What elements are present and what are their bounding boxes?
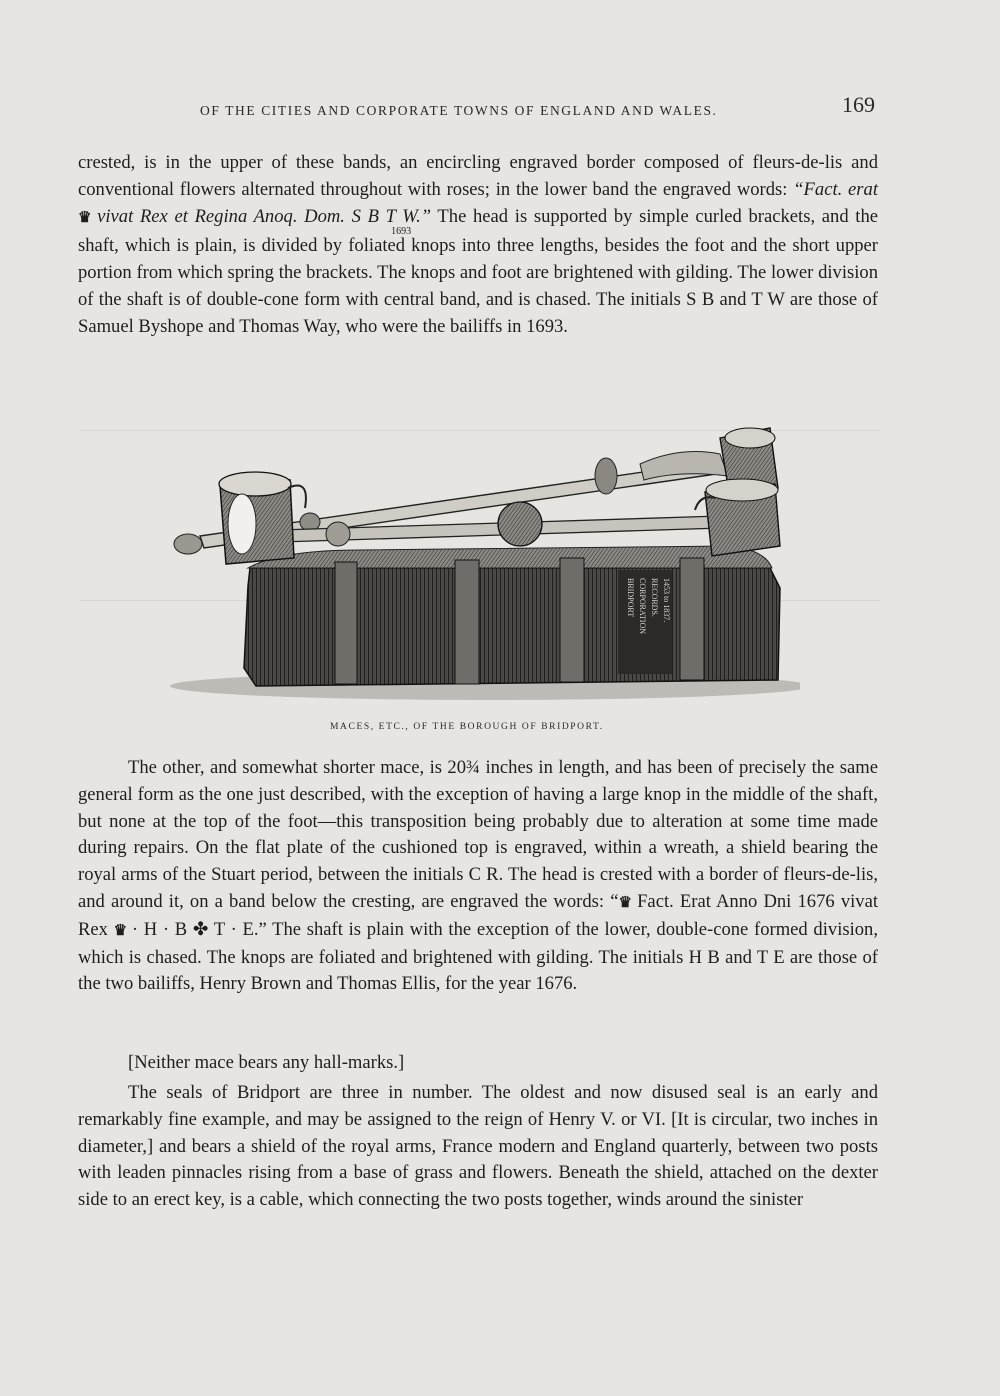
seals-text: The seals of Bridport are three in number. The oldest and now disused seal is an early and remarkably fine example, and may be assigned to the reign of Henry V. or VI. [It is circular, two inches in diameter,] and bears a shield of the royal arms, France modern and England quarterly, between two posts with leaden pinnacles rising from a base of grass and flowers. Beneath the shield, attached on the dexter side to an erect key, is a cable, which connecting the two posts together, winds around the sinister: [78, 1082, 878, 1211]
crown-icon: ♛: [113, 922, 127, 939]
mace-head-left: [219, 472, 306, 564]
paragraph-mace-first: [78, 150, 878, 341]
book-band: [335, 562, 357, 684]
hallmark-note-text: [Neither mace bears any hall-marks.]: [128, 1052, 405, 1073]
book-band: [560, 558, 584, 682]
maces-illustration: [160, 418, 800, 718]
spine-label-line: RECORDS.: [650, 578, 659, 617]
paragraph-seals: [78, 1080, 878, 1214]
mace-description-text: crested, is in the upper of these bands, an encircling engraved border composed of fleurs-de-lis and conventional flowers alternated throughout with roses; in the lower band the engraved words:: [78, 152, 878, 200]
inscription-part-c: · H · B ✤ T · E.”: [131, 918, 267, 940]
paragraph-mace-second: [78, 755, 878, 998]
inscription-date: 1693: [391, 225, 412, 237]
second-mace-detail-text: The shaft is plain with the exception of the lower, double-cone formed division, which is chased. The knops are foliated and brightened with gilding. The initials H B and T E are those of the two bailiffs, Henry Brown and Thomas Ellis, for the year 1676.: [78, 918, 878, 995]
spine-label-line: BRIDPORT: [626, 578, 635, 618]
crown-icon: ♛: [618, 894, 631, 911]
records-book: [244, 546, 780, 686]
book-band: [680, 558, 704, 680]
book-band: [455, 560, 479, 684]
page-number: 169: [842, 92, 875, 117]
crown-icon: ♛: [78, 209, 91, 226]
inscription-open-quote: “: [610, 890, 619, 912]
spine-label-line: CORPORATION: [638, 578, 647, 635]
mace-detail-text: The head is supported by simple curled brackets, and the shaft, which is plain, is divided by foliated knops into three lengths, besides the foot and the short upper portion from which spring the brackets. The knops and foot are brightened with gilding. The lower division of the shaft is of double-cone form with central band, and is chased. The initials S B and T W are those of Samuel Byshope and Thomas Way, who were the bailiffs in 1693.: [78, 205, 879, 337]
spine-label-line: 1453 to 1837.: [662, 578, 671, 623]
figure-caption: MACES, ETC., OF THE BOROUGH OF BRIDPORT.: [330, 722, 604, 732]
second-mace-text: The other, and somewhat shorter mace, is 20¾ inches in length, and has been of precisely the same general form as the one just described, with the exception of having a large knop in the middle of the shaft, but none at the top of the foot—this transposition being probably due to alteration at some time made during repairs. On the flat plate of the cushioned top is engraved, within a wreath, a shield bearing the royal arms of the Stuart period, between the initials C R. The head is crested with a border of fleurs-de-lis, and around it, on a band below the cresting, are engraved the words:: [78, 757, 878, 912]
inscription-part-b: vivat Rex et Regina Anoq. Dom. S B T W.”: [97, 205, 432, 227]
hallmark-note: [78, 1050, 878, 1077]
running-head: OF THE CITIES AND CORPORATE TOWNS OF ENGLAND AND WALES.: [200, 103, 718, 118]
inscription-part-b: Fact. Erat Anno Dni 1676 vivat Rex: [78, 890, 879, 940]
inscription-part-a: “Fact. erat: [793, 178, 878, 200]
